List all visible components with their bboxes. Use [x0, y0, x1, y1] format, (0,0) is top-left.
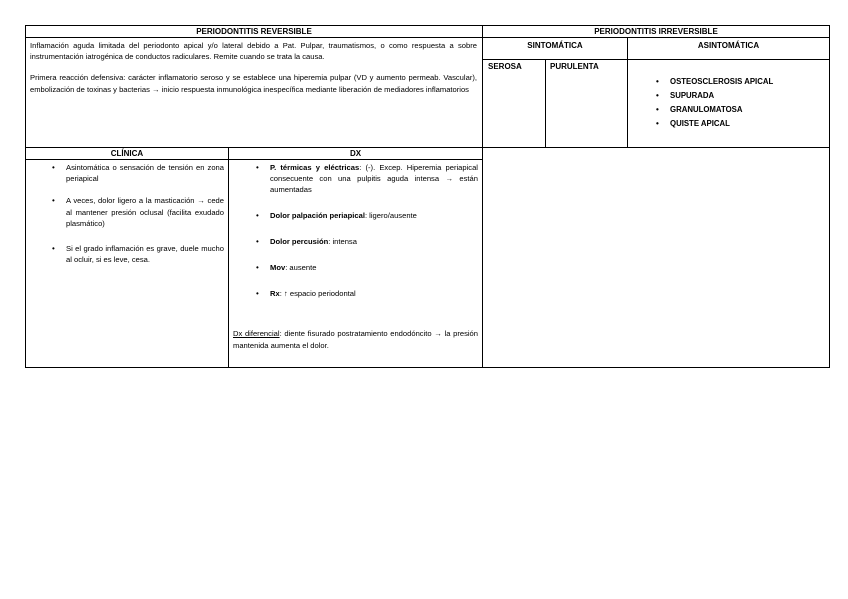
dx-item-thermal — [252, 162, 478, 196]
dx-item-percussion — [252, 236, 478, 247]
dx-item-mobility — [252, 262, 478, 273]
dx-item-label: Rx — [270, 289, 280, 299]
reversible-definition — [30, 40, 477, 95]
list-item: • OSTEOSCLEROSIS APICAL — [652, 75, 827, 89]
list-item: • Asintomática o sensación de tensión en zona periapical — [48, 162, 224, 184]
reversible-para-2: Primera reacción defensiva: carácter inflamatorio seroso y se establece una hiperemia pulpar (VD y aumento permeab. Vascular), embolización de toxinas y bacterias → inicio respuesta inmunológica inespecífica mediante liberación de mediadores inflamatorios — [30, 73, 477, 94]
table-border-bottom — [25, 367, 830, 368]
clinica-list — [48, 162, 224, 265]
dx-diferencial-label: Dx diferencial — [233, 329, 280, 338]
asintomatica-list — [652, 75, 827, 131]
list-item: • GRANULOMATOSA — [652, 103, 827, 117]
list-item: • Si el grado inflamación es grave, duele mucho al ocluir, si es leve, cesa. — [48, 243, 224, 265]
purulenta-header: PURULENTA — [550, 62, 599, 71]
asintomatica-header: ASINTOMÁTICA — [697, 41, 760, 50]
list-item: • A veces, dolor ligero a la masticación → cede al mantener presión oclusal (facilita exudado plasmático) — [48, 195, 224, 229]
serosa-header: SEROSA — [488, 62, 522, 71]
dx-list — [252, 162, 478, 299]
col-line-serosa-purulenta — [545, 59, 546, 148]
row-line-4-left — [25, 159, 483, 160]
dx-item-label: Dolor percusión — [270, 236, 329, 246]
row-line-1-right — [482, 37, 830, 38]
irreversible-title: PERIODONTITIS IRREVERSIBLE — [594, 27, 718, 36]
reversible-title: PERIODONTITIS REVERSIBLE — [196, 27, 312, 36]
dx-diferencial — [233, 328, 478, 352]
col-line-sint-asint — [627, 37, 628, 148]
dx-item-label: Dolor palpación periapical — [270, 210, 365, 220]
dx-item-label: P. térmicas y eléctricas — [270, 163, 360, 172]
dx-item-text: : ausente — [285, 263, 317, 273]
reversible-para-1: Inflamación aguda limitada del periodonto apical y/o lateral debido a Pat. Pulpar, traumatismos, o como respuesta a sobre instrumentación iatrogénica de conductos radiculares. Remite cuando se trata la causa. — [30, 41, 477, 62]
dx-header: DX — [349, 149, 362, 158]
dx-item-text: : intensa — [328, 236, 357, 246]
dx-item-text: : ligero/ausente — [364, 210, 417, 220]
row-line-1-left — [25, 37, 483, 38]
dx-item-text: : (-). Excep. Hiperemia periapical consecuente con una pulpitis aguda intensa → están aumentadas — [270, 163, 478, 195]
table-divider-main — [482, 25, 483, 368]
dx-item-palpation — [252, 210, 478, 221]
table-border-right — [829, 25, 830, 368]
list-item: • SUPURADA — [652, 89, 827, 103]
col-line-clinica-dx — [228, 147, 229, 368]
dx-item-rx — [252, 288, 478, 299]
table-border-left — [25, 25, 26, 368]
list-item: • QUISTE APICAL — [652, 117, 827, 131]
dx-diferencial-text: : diente fisurado postratamiento endodóncito → la presión mantenida aumenta el dolor. — [233, 329, 478, 350]
clinica-header: CLÍNICA — [110, 149, 144, 158]
dx-item-text: : ↑ espacio periodontal — [279, 289, 356, 299]
row-line-2-right — [482, 59, 830, 60]
dx-item-label: Mov — [270, 263, 286, 273]
sintomatica-header: SINTOMÁTICA — [527, 41, 583, 50]
